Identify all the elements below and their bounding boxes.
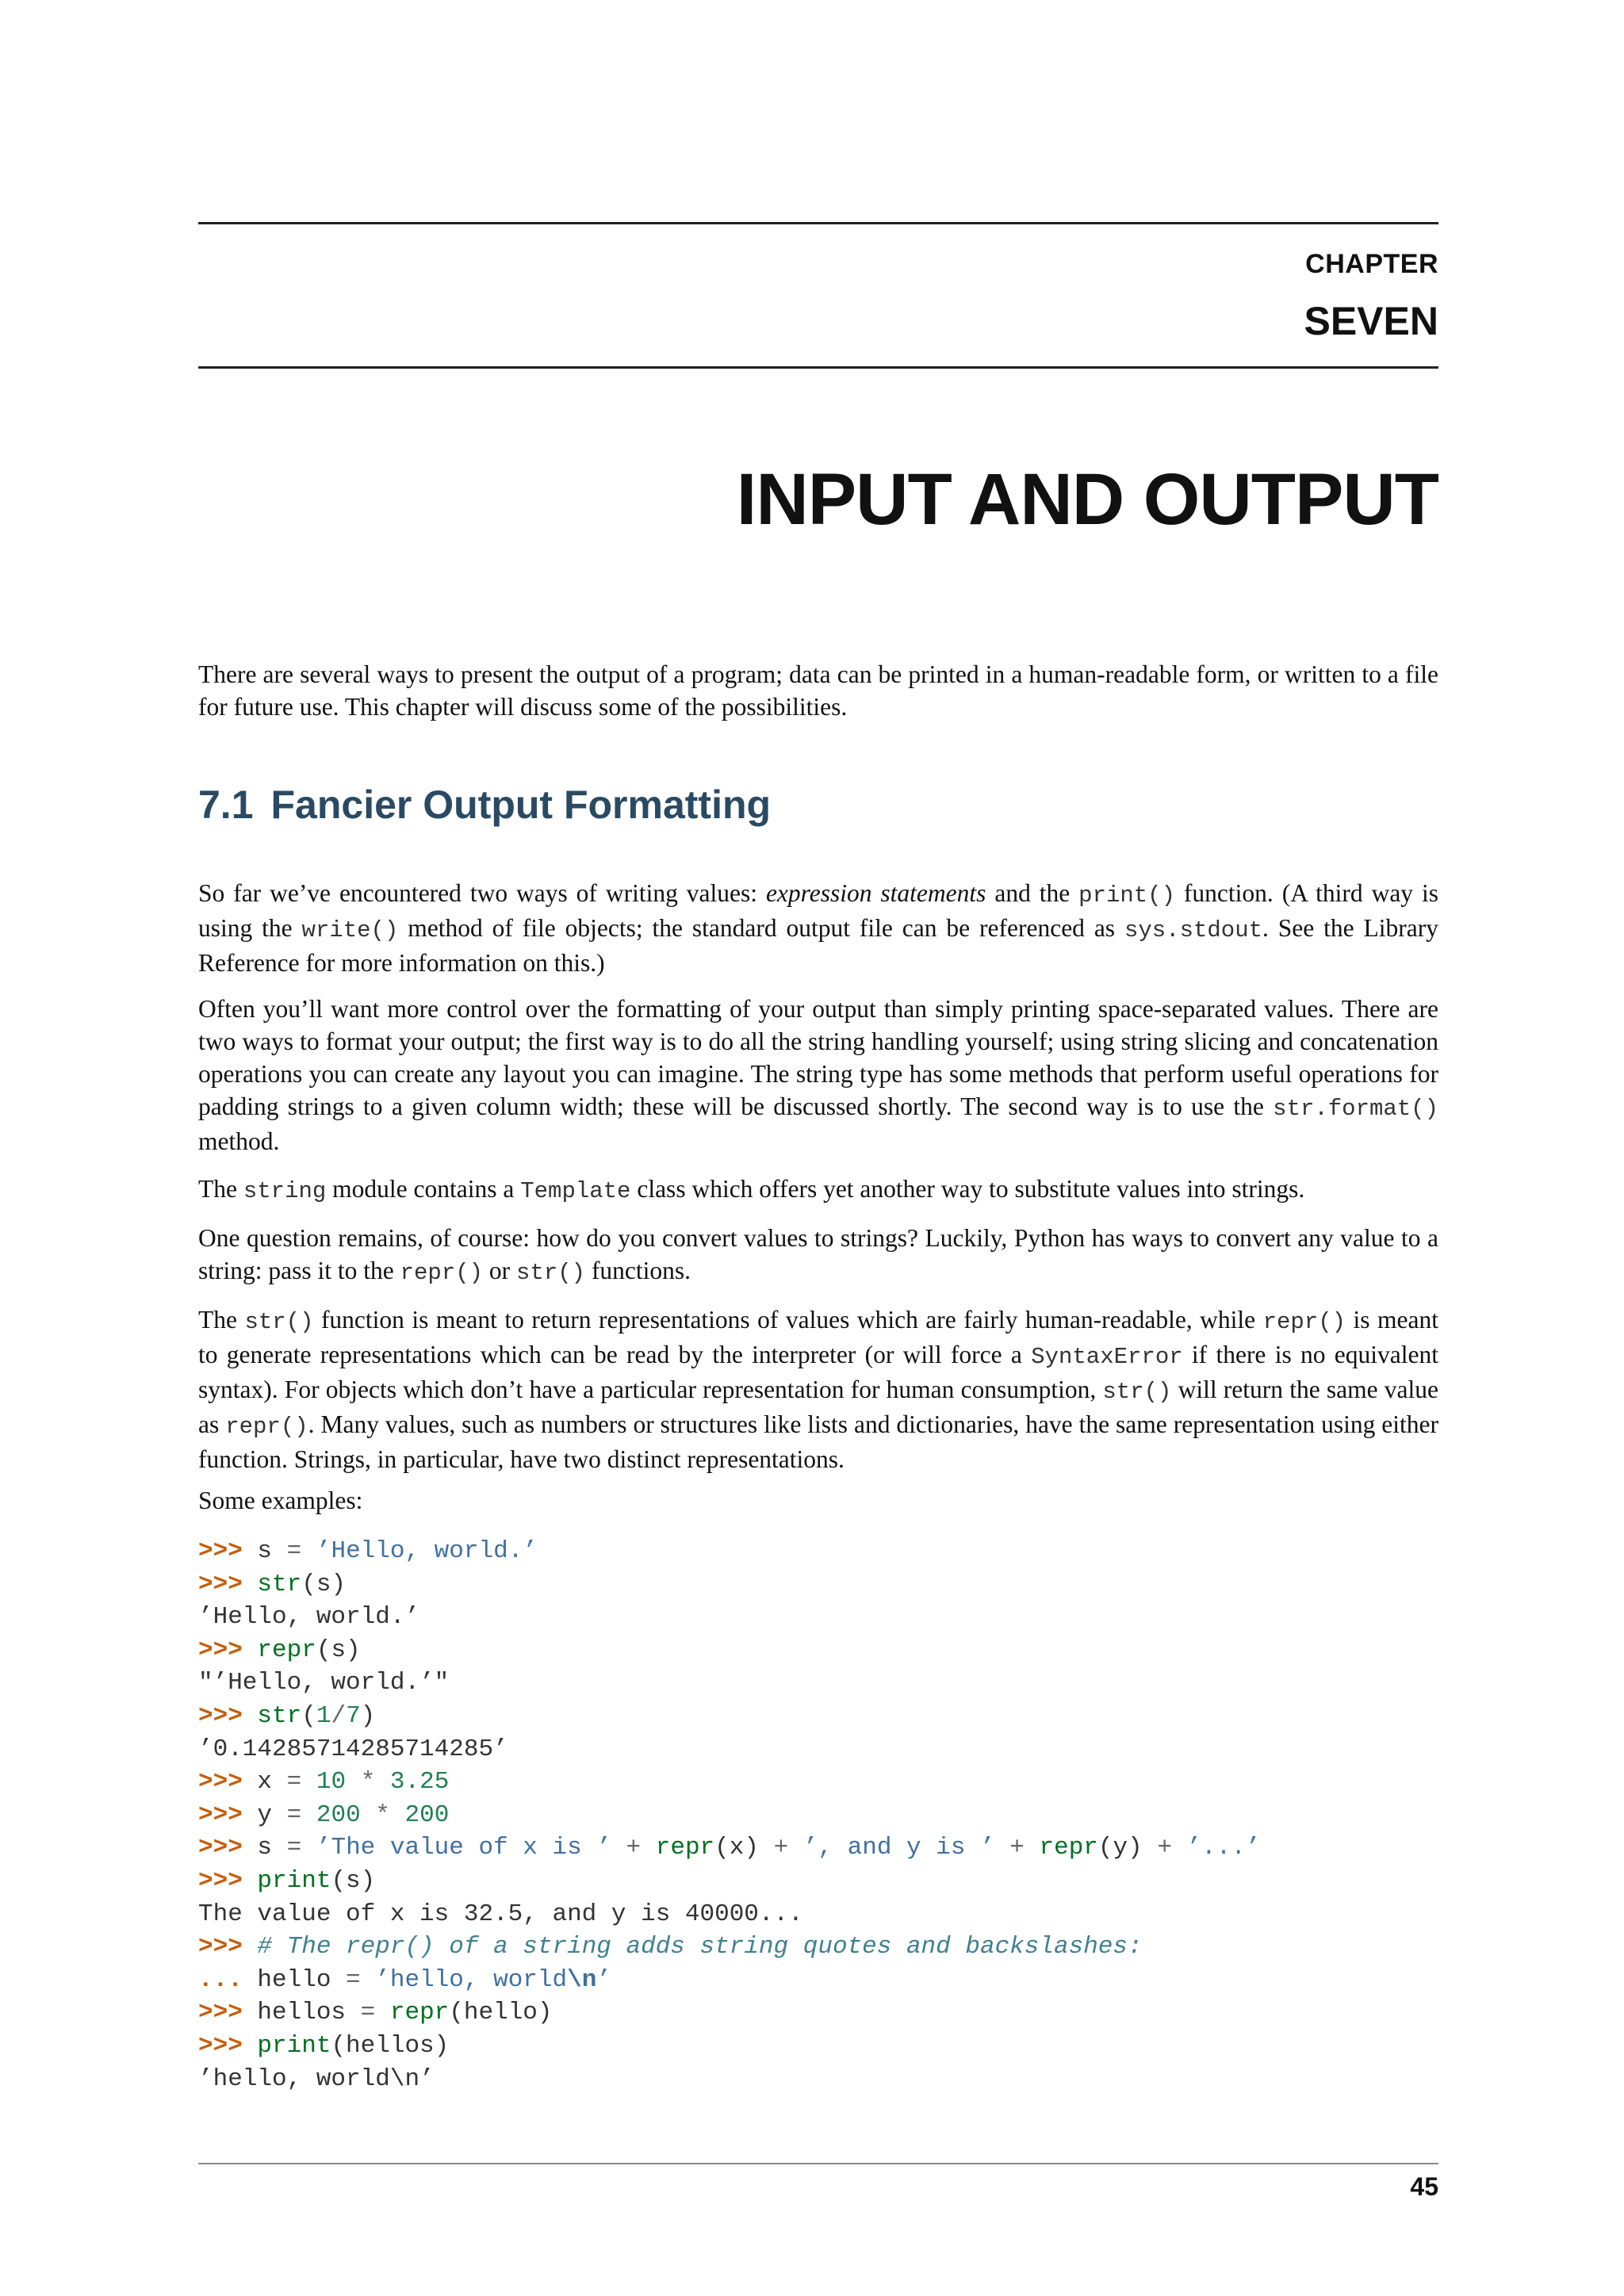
text-run: . Many values, such as numbers or structures like lists and dictionaries, have the same representation using either function. Strings, in particular, have two distinct representations. <box>198 1410 1438 1473</box>
text-run: method of file objects; the standard output file can be referenced as <box>398 914 1124 942</box>
text-token <box>346 1768 361 1796</box>
text-token <box>611 1834 626 1862</box>
chapter-top-rule <box>198 222 1438 224</box>
operator-token: = <box>286 1834 302 1862</box>
text-token: y <box>257 1800 287 1829</box>
operator-token: = <box>286 1537 302 1565</box>
text-run: functions. <box>585 1257 691 1284</box>
prompt-token: >>> <box>198 1800 258 1829</box>
text-token <box>301 1768 316 1796</box>
inline-code-str: str() <box>1102 1379 1172 1405</box>
text-run: function is meant to return representations of values which are fairly human-readable, while <box>313 1306 1263 1334</box>
code-line <box>198 1766 1438 1799</box>
code-line <box>198 1634 1438 1667</box>
prompt-token: >>> <box>198 1537 258 1565</box>
intro-paragraph: There are several ways to present the output of a program; data can be printed in a human-readable form, or written to a file for future use. This chapter will discuss some of the possibilities. <box>198 660 1438 721</box>
text-token: hello <box>257 1965 347 1994</box>
paragraph-examples-intro: Some examples: <box>198 1487 363 1514</box>
operator-token: + <box>626 1834 642 1862</box>
code-line <box>198 1831 1438 1865</box>
code-line <box>198 2030 1438 2063</box>
chapter-label: CHAPTER <box>1305 249 1438 279</box>
builtin-token: repr <box>1039 1834 1098 1862</box>
document-page <box>198 0 1438 2296</box>
operator-token: / <box>331 1701 347 1730</box>
text-run: and the <box>986 879 1079 907</box>
number-token: 10 <box>316 1768 347 1797</box>
prompt-token: >>> <box>198 1866 258 1895</box>
prompt-token: >>> <box>198 1768 258 1797</box>
number-token: 3.25 <box>389 1768 450 1797</box>
prompt-token: >>> <box>198 1933 258 1961</box>
inline-code-repr: repr() <box>400 1260 484 1286</box>
text-token: (hellos) <box>331 2031 450 2060</box>
chapter-number: SEVEN <box>1304 299 1438 343</box>
inline-code-str: str() <box>516 1260 586 1286</box>
code-line <box>198 1799 1438 1832</box>
operator-token: + <box>1009 1834 1025 1862</box>
inline-code-repr: repr() <box>225 1414 308 1440</box>
text-token: x <box>257 1768 287 1797</box>
string-token: ’, and y is ’ <box>802 1834 995 1862</box>
inline-code-syntaxerror: SyntaxError <box>1031 1344 1183 1370</box>
prompt-token: >>> <box>198 1999 258 2027</box>
text-run: The <box>198 1306 245 1334</box>
text-run: or <box>483 1257 517 1284</box>
text-token <box>301 1834 316 1862</box>
code-example-block <box>198 1535 1438 2095</box>
section-heading <box>198 782 771 828</box>
inline-code-str-format: str.format() <box>1273 1096 1438 1122</box>
text-token: ’0.14285714285714285’ <box>198 1735 508 1763</box>
prompt-token: >>> <box>198 1701 258 1730</box>
text-token <box>375 1999 390 2026</box>
text-run: So far we’ve encountered two ways of writing values: <box>198 879 766 907</box>
text-token: s <box>257 1834 287 1862</box>
text-token: ’Hello, world.’ <box>198 1603 420 1632</box>
text-run: is meant to generate representations which can be read by the interpreter (or will force a <box>198 1306 1438 1368</box>
inline-code-stdout: sys.stdout <box>1124 917 1262 943</box>
string-token: ’Hello, world.’ <box>316 1537 538 1565</box>
prompt-token: >>> <box>198 1636 258 1664</box>
text-run: if there is no equivalent syntax). For objects which don’t have a particular representation for human consumption, <box>198 1341 1439 1403</box>
code-line <box>198 1931 1438 1964</box>
paragraph-template <box>198 1173 1438 1207</box>
string-token: ’hello, world <box>375 1965 568 1994</box>
code-line <box>198 1601 1438 1634</box>
number-token: 200 <box>404 1800 450 1829</box>
text-token <box>301 1801 316 1829</box>
string-token: ’...’ <box>1186 1834 1261 1862</box>
number-token: 200 <box>316 1800 361 1829</box>
text-run: will return the same value as <box>198 1376 1438 1438</box>
text-token: ( <box>301 1701 316 1730</box>
builtin-token: print <box>257 1866 331 1895</box>
inline-code-print: print() <box>1078 882 1175 909</box>
operator-token: = <box>286 1800 302 1829</box>
string-token: ’The value of x is ’ <box>316 1834 611 1862</box>
text-token <box>361 1801 376 1829</box>
footer-rule <box>198 2163 1438 2164</box>
code-line <box>198 1964 1438 1997</box>
section-number: 7.1 <box>198 783 254 827</box>
code-line <box>198 1700 1438 1733</box>
section-title-text: Fancier Output Formatting <box>270 783 772 827</box>
text-run: . See the Library Reference for more information on this.) <box>198 914 1438 977</box>
text-token <box>1172 1834 1187 1862</box>
text-run: method. <box>198 1127 280 1155</box>
chapter-bottom-rule <box>198 366 1438 369</box>
number-token: 7 <box>346 1701 361 1730</box>
prompt-token: >>> <box>198 1570 258 1598</box>
inline-code-write: write() <box>301 917 399 943</box>
text-run: The <box>198 1175 243 1203</box>
text-token: ’hello, world\n’ <box>198 2064 435 2093</box>
code-line <box>198 1667 1438 1700</box>
emphasis-text: expression statements <box>765 879 986 907</box>
code-line <box>198 1996 1438 2030</box>
prompt-token: >>> <box>198 2031 258 2060</box>
builtin-token: str <box>257 1701 302 1730</box>
text-token: (s) <box>301 1570 347 1598</box>
builtin-token: repr <box>257 1636 316 1664</box>
code-line <box>198 1865 1438 1898</box>
text-run: class which offers yet another way to substitute values into strings. <box>630 1175 1305 1203</box>
text-token <box>361 1966 376 1994</box>
builtin-token: str <box>257 1570 302 1598</box>
operator-token: + <box>773 1834 789 1862</box>
code-line <box>198 1733 1438 1766</box>
comment-token: # The repr() of a string adds string quotes and backslashes: <box>257 1933 1143 1961</box>
inline-code-template: Template <box>520 1178 631 1204</box>
builtin-token: repr <box>389 1999 450 2027</box>
paragraph-convert <box>198 1222 1438 1289</box>
builtin-token: print <box>257 2031 331 2060</box>
operator-token: + <box>1157 1834 1172 1862</box>
operator-token: * <box>375 1800 390 1829</box>
paragraph-representations <box>198 1303 1438 1475</box>
code-line <box>198 1568 1438 1601</box>
text-run: Often you’ll want more control over the formatting of your output than simply printing space-separated values. There are two ways to format your output; the first way is to do all the string handling yourself; using string slicing and concatenation operations you can create any layout you can imagine. The string type has some methods that perform useful operations for padding strings to a given column width; these will be discussed shortly. The second way is to use the <box>198 995 1438 1120</box>
operator-token: = <box>360 1999 376 2027</box>
text-token: (hello) <box>449 1999 553 2027</box>
text-token <box>1025 1834 1040 1862</box>
text-token: The value of x is 32.5, and y is 40000... <box>198 1900 803 1928</box>
text-run: One question remains, of course: how do you convert values to strings? Luckily, Python has ways to convert any value to a string: pass it to the <box>198 1224 1438 1284</box>
text-token <box>375 1768 390 1796</box>
code-line <box>198 1535 1438 1568</box>
text-token: (y) <box>1097 1834 1158 1862</box>
escape-token: \n <box>567 1965 597 1994</box>
text-token <box>641 1834 656 1862</box>
text-run: function. (A third way is using the <box>198 879 1438 942</box>
text-token: ) <box>360 1701 376 1730</box>
text-token <box>301 1537 316 1565</box>
chapter-title: INPUT AND OUTPUT <box>736 459 1438 540</box>
text-token: (s) <box>331 1866 376 1895</box>
text-token: s <box>257 1537 287 1565</box>
prompt-token: ... <box>198 1965 258 1994</box>
text-token <box>390 1801 405 1829</box>
string-token: ’ <box>596 1965 611 1994</box>
paragraph-formatting <box>198 993 1438 1158</box>
number-token: 1 <box>316 1701 331 1730</box>
inline-code-string: string <box>243 1178 327 1204</box>
operator-token: * <box>360 1768 376 1797</box>
text-run: module contains a <box>326 1175 521 1203</box>
text-token: (x) <box>714 1834 774 1862</box>
text-token: hellos <box>257 1999 361 2027</box>
page-number: 45 <box>1410 2172 1438 2201</box>
code-line <box>198 2063 1438 2096</box>
text-token: "’Hello, world.’" <box>198 1669 450 1697</box>
builtin-token: repr <box>655 1834 715 1862</box>
text-token <box>788 1834 803 1862</box>
prompt-token: >>> <box>198 1834 258 1862</box>
operator-token: = <box>346 1965 361 1994</box>
text-token: (s) <box>316 1636 361 1664</box>
operator-token: = <box>286 1768 302 1797</box>
inline-code-str: str() <box>244 1309 314 1335</box>
paragraph-values <box>198 877 1438 979</box>
text-token <box>995 1834 1010 1862</box>
code-line <box>198 1898 1438 1931</box>
inline-code-repr: repr() <box>1262 1309 1346 1335</box>
